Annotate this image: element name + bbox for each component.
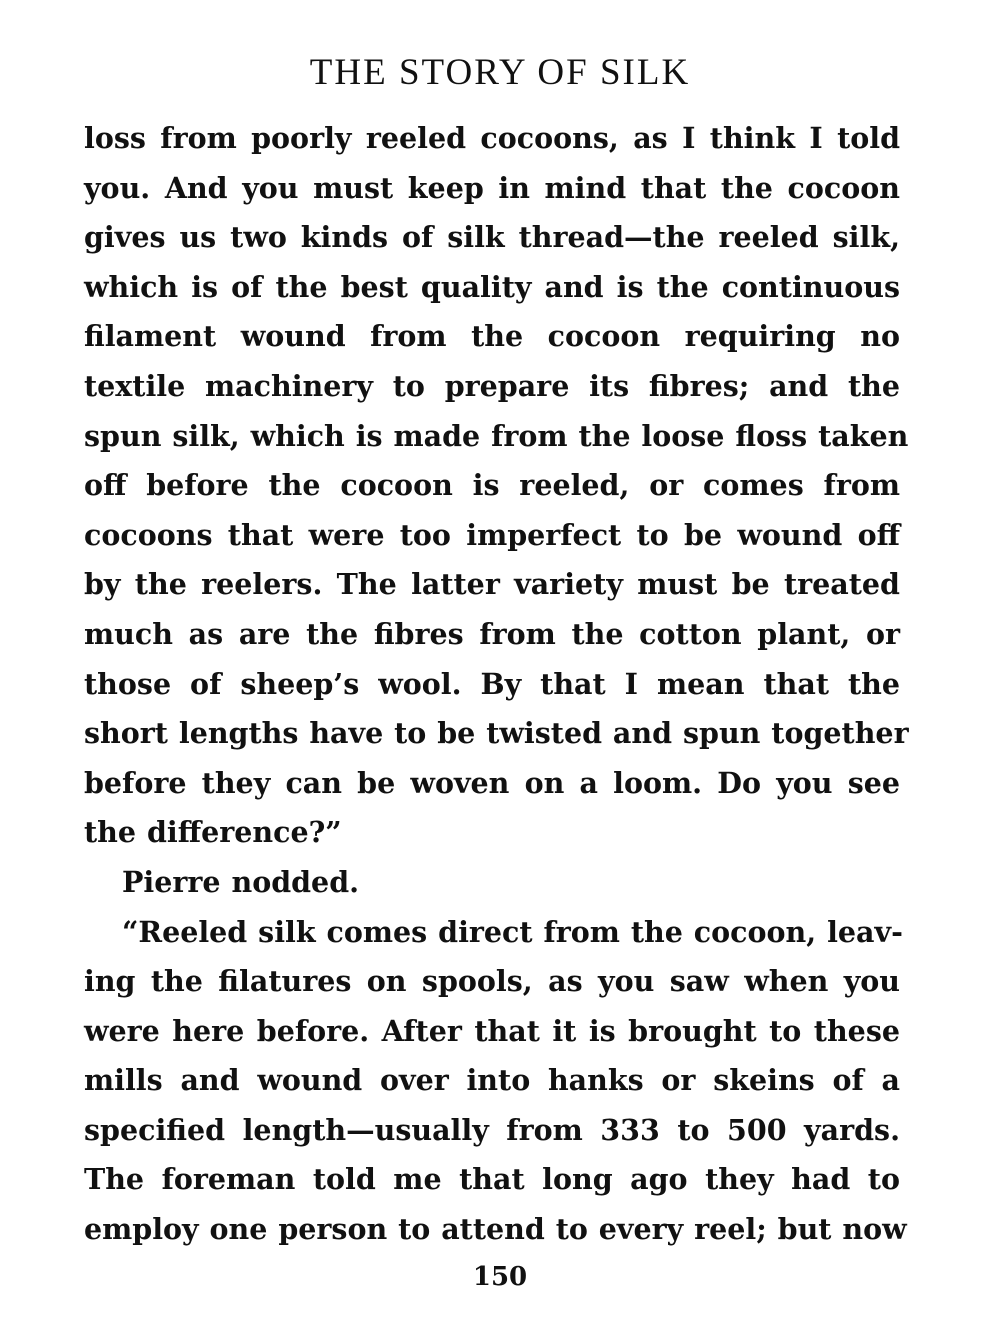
text-line-paragraph-start: Pierre nodded. [122, 864, 360, 899]
text-line: employ one person to attend to every reel; but now [84, 1212, 907, 1247]
page-number: 150 [472, 1262, 528, 1292]
text-line: much as are the fibres from the cotton plant, or [84, 616, 900, 651]
text-line: spun silk, which is made from the loose floss taken [84, 418, 909, 453]
text-line: textile machinery to prepare its fibres; and the [84, 368, 900, 403]
text-line: specified length—usually from 333 to 500 yards. [84, 1112, 900, 1147]
text-line: The foreman told me that long ago they had to [84, 1162, 900, 1197]
text-line: filament wound from the cocoon requiring no [84, 319, 900, 354]
text-line: ing the filatures on spools, as you saw when you [84, 964, 900, 999]
text-line: off before the cocoon is reeled, or comes from [84, 468, 900, 503]
text-line: were here before. After that it is brought to these [84, 1013, 900, 1048]
body-text [84, 114, 909, 1255]
text-line: cocoons that were too imperfect to be wound off [84, 517, 900, 552]
text-line: short lengths have to be twisted and spun together [84, 716, 909, 751]
text-line: you. And you must keep in mind that the cocoon [84, 170, 900, 205]
text-line: those of sheep’s wool. By that I mean that the [84, 666, 900, 701]
text-line: by the reelers. The latter variety must be treated [84, 567, 900, 602]
running-head: THE STORY OF SILK [309, 52, 691, 93]
text-line-paragraph-end: the difference?” [84, 815, 342, 850]
text-line: loss from poorly reeled cocoons, as I think I told [84, 121, 900, 155]
text-line: mills and wound over into hanks or skeins of a [84, 1063, 900, 1098]
text-line-paragraph-start: “Reeled silk comes direct from the cocoon, leav- [122, 914, 903, 949]
text-line: before they can be woven on a loom. Do you see [84, 765, 900, 800]
text-line: gives us two kinds of silk thread—the reeled silk, [84, 220, 900, 255]
text-line: which is of the best quality and is the continuous [84, 269, 900, 304]
